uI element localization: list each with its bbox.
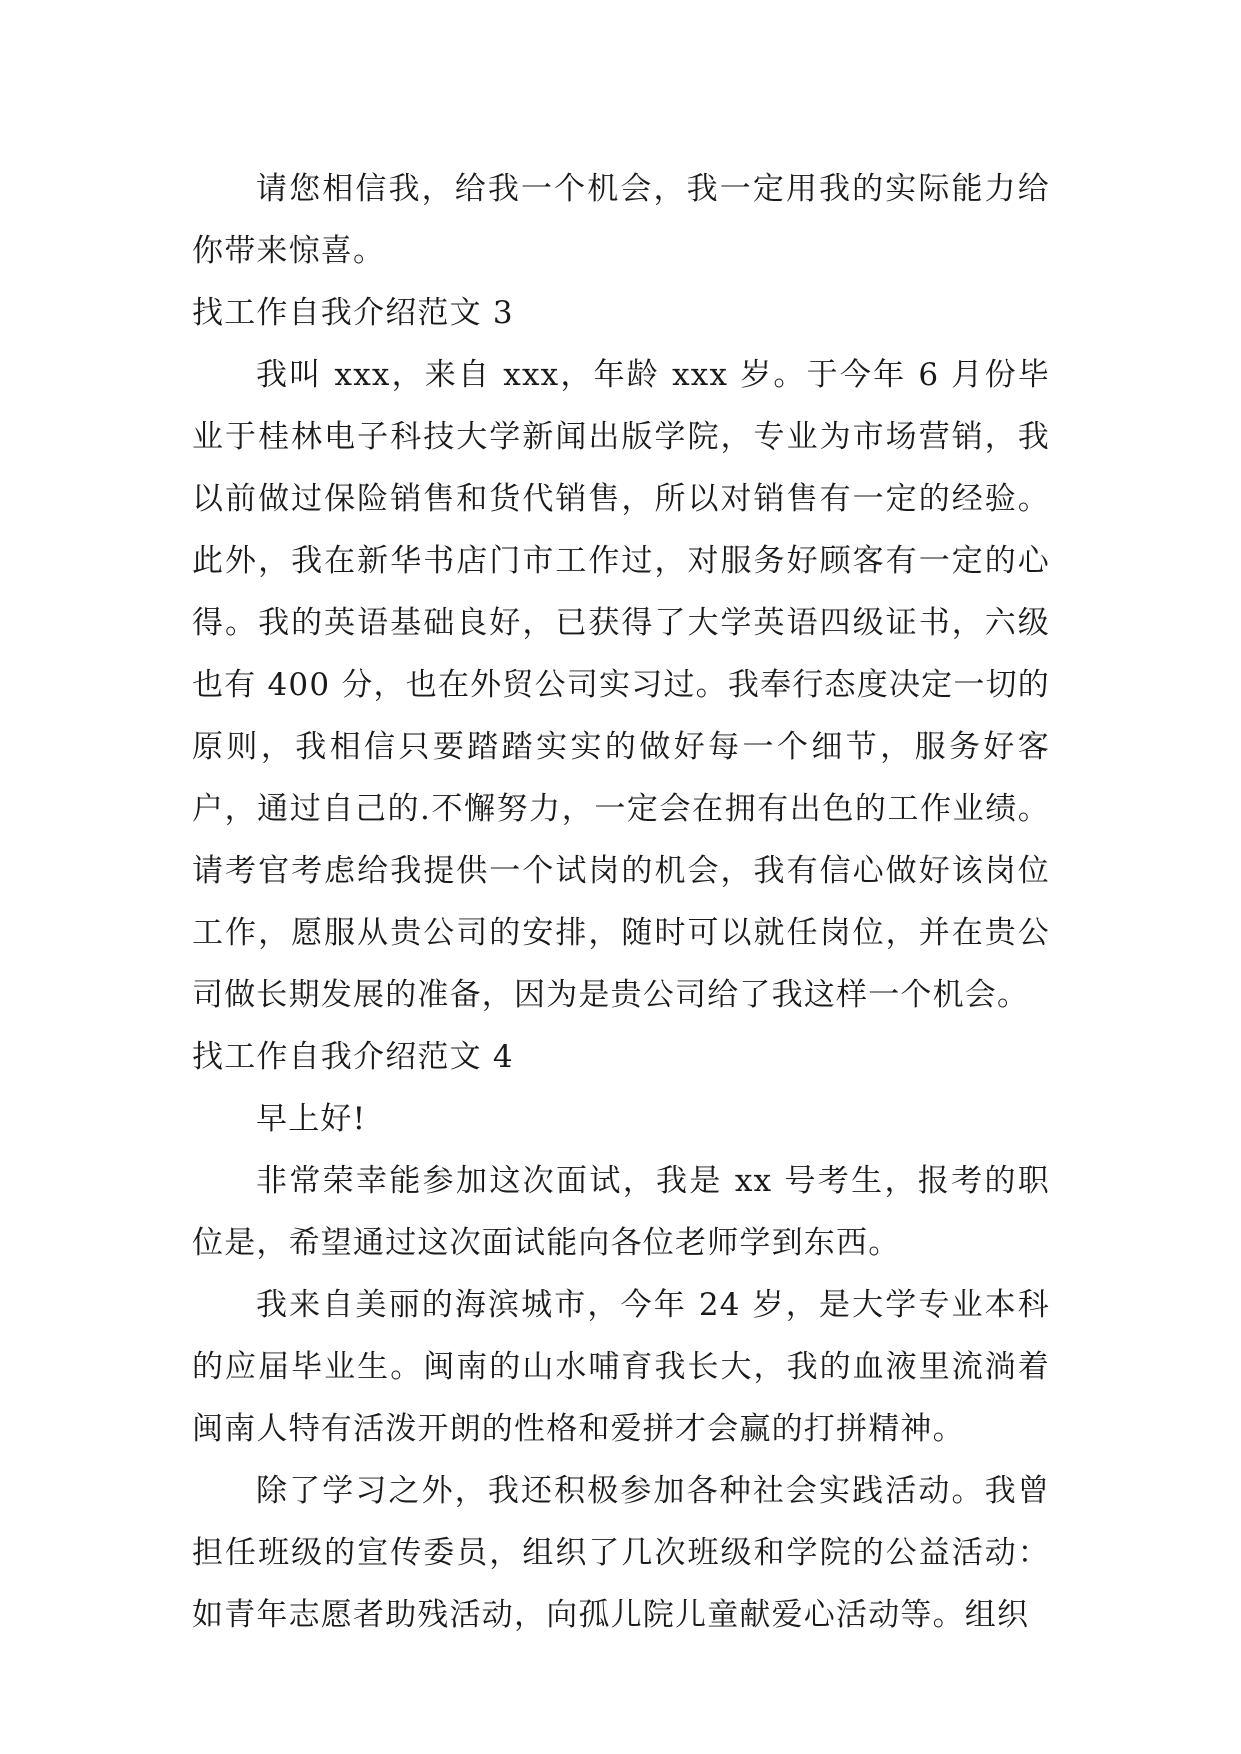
section-heading-4: 找工作自我介绍范文 4 xyxy=(192,1039,514,1075)
section-heading-3: 找工作自我介绍范文 3 xyxy=(192,295,514,331)
paragraph-greeting: 早上好! xyxy=(256,1101,367,1137)
paragraph-intro-3: 我叫 xxx，来自 xxx，年龄 xxx 岁。于今年 6 月份毕业于桂林电子科技大学新闻出版学院，专业为市场营销，我以前做过保险销售和货代销售，所以对销售有一定的经验。此外，我在新华书店门市工作过，对服务好顾客有一定的心得。我的英语基础良好，已获得了大学英语四级证书，六级也有 400 分，也在外贸公司实习过。我奉行态度决定一切的原则，我相信只要踏踏实实的做好每一个细节，服务好客户，通过自己的.不懈努力，一定会在拥有出色的工作业绩。请考官考虑给我提供一个试岗的机会，我有信心做好该岗位工作，愿服从贵公司的安排，随时可以就任岗位，并在贵公司做长期发展的准备，因为是贵公司给了我这样一个机会。 xyxy=(192,357,1050,1013)
document-body xyxy=(192,158,1050,1646)
paragraph-closing: 请您相信我，给我一个机会，我一定用我的实际能力给你带来惊喜。 xyxy=(192,171,1050,269)
paragraph-background: 我来自美丽的海滨城市，今年 24 岁，是大学专业本科的应届毕业生。闽南的山水哺育我长大，我的血液里流淌着闽南人特有活泼开朗的性格和爱拼才会赢的打拼精神。 xyxy=(192,1287,1050,1447)
paragraph-interview: 非常荣幸能参加这次面试，我是 xx 号考生，报考的职位是，希望通过这次面试能向各位老师学到东西。 xyxy=(192,1163,1050,1261)
paragraph-activities: 除了学习之外，我还积极参加各种社会实践活动。我曾担任班级的宣传委员，组织了几次班级和学院的公益活动：如青年志愿者助残活动，向孤儿院儿童献爱心活动等。组织 xyxy=(192,1473,1050,1633)
